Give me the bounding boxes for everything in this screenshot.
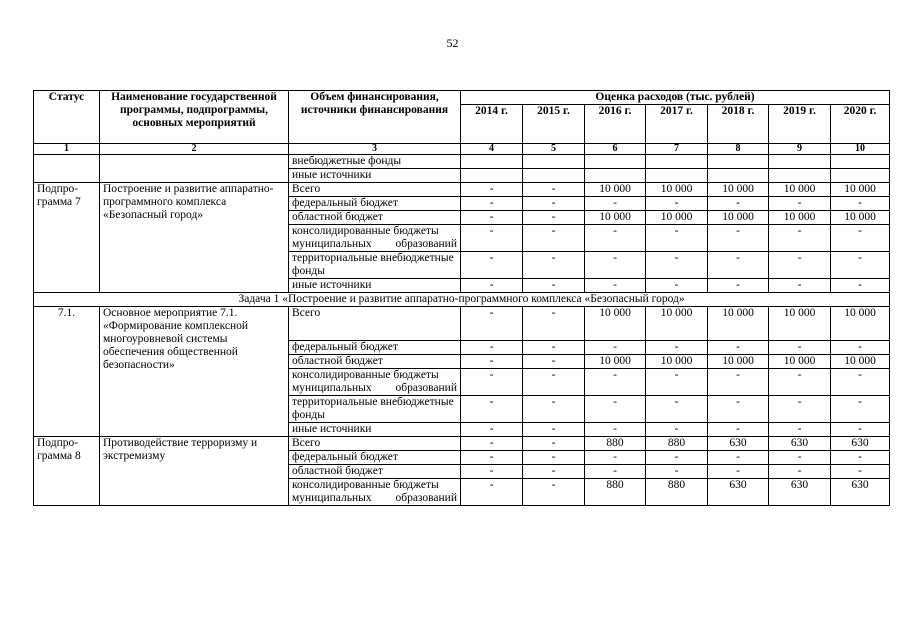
value-cell: - (585, 396, 646, 423)
value-cell: - (831, 369, 890, 396)
source-cell: внебюджетные фонды (289, 155, 461, 169)
value-cell: - (708, 197, 769, 211)
value-cell (523, 169, 585, 183)
value-cell: - (708, 341, 769, 355)
name-cell: Построение и развитие аппаратно-программного комплекса «Безопасный город» (100, 183, 289, 293)
value-cell: 10 000 (646, 211, 708, 225)
value-cell: - (461, 307, 523, 341)
value-cell: - (523, 451, 585, 465)
column-number: 3 (289, 144, 461, 155)
source-cell: консолидированные бюджеты муниципальных образований (289, 225, 461, 252)
value-cell: 10 000 (769, 355, 831, 369)
value-cell: - (769, 465, 831, 479)
value-cell: - (585, 465, 646, 479)
header-year: 2018 г. (708, 105, 769, 144)
table-row (34, 307, 890, 341)
header-year: 2015 г. (523, 105, 585, 144)
column-number: 1 (34, 144, 100, 155)
value-cell: - (708, 423, 769, 437)
value-cell: - (523, 252, 585, 279)
source-cell: областной бюджет (289, 465, 461, 479)
value-cell: - (708, 396, 769, 423)
value-cell: - (523, 437, 585, 451)
table-row (34, 437, 890, 451)
value-cell: - (461, 437, 523, 451)
value-cell: 880 (646, 479, 708, 506)
value-cell: - (523, 197, 585, 211)
value-cell: 10 000 (831, 307, 890, 341)
table-row (34, 155, 890, 169)
value-cell: 10 000 (646, 183, 708, 197)
value-cell: - (461, 465, 523, 479)
value-cell: - (646, 423, 708, 437)
value-cell: - (831, 225, 890, 252)
header-year: 2017 г. (646, 105, 708, 144)
value-cell: - (646, 341, 708, 355)
value-cell: 880 (585, 437, 646, 451)
value-cell: 10 000 (646, 355, 708, 369)
value-cell: 10 000 (831, 355, 890, 369)
value-cell: - (585, 369, 646, 396)
value-cell: - (461, 183, 523, 197)
value-cell: 630 (769, 437, 831, 451)
value-cell: - (523, 279, 585, 293)
page-number: 52 (446, 36, 459, 50)
status-cell: Подпро-грамма 7 (34, 183, 100, 293)
column-number: 4 (461, 144, 523, 155)
status-cell (34, 155, 100, 183)
value-cell: - (831, 341, 890, 355)
header-status: Статус (34, 91, 100, 144)
value-cell: - (523, 465, 585, 479)
name-cell: Основное мероприятие 7.1. «Формирование комплексной многоуровневой системы обеспечения общественной безопасности» (100, 307, 289, 437)
value-cell: - (461, 211, 523, 225)
value-cell: - (523, 423, 585, 437)
value-cell: - (646, 396, 708, 423)
value-cell: - (585, 423, 646, 437)
source-cell: федеральный бюджет (289, 451, 461, 465)
value-cell: - (769, 396, 831, 423)
value-cell (831, 169, 890, 183)
header-name: Наименование государственной программы, подпрограммы, основных мероприятий (100, 91, 289, 144)
budget-table (33, 90, 890, 506)
value-cell: - (461, 197, 523, 211)
value-cell: - (646, 369, 708, 396)
value-cell: 10 000 (585, 307, 646, 341)
value-cell: - (523, 307, 585, 341)
value-cell: 10 000 (769, 183, 831, 197)
value-cell (461, 169, 523, 183)
value-cell: - (708, 225, 769, 252)
column-number: 5 (523, 144, 585, 155)
column-number-row (34, 144, 890, 155)
value-cell: - (523, 396, 585, 423)
value-cell: - (585, 225, 646, 252)
value-cell: 630 (708, 479, 769, 506)
value-cell: - (646, 451, 708, 465)
value-cell: 630 (708, 437, 769, 451)
header-year: 2016 г. (585, 105, 646, 144)
value-cell: - (769, 225, 831, 252)
name-cell: Противодействие терроризму и экстремизму (100, 437, 289, 506)
value-cell: 10 000 (708, 183, 769, 197)
value-cell: - (831, 197, 890, 211)
value-cell: - (585, 252, 646, 279)
value-cell (585, 155, 646, 169)
value-cell: - (708, 279, 769, 293)
source-cell: территориальные внебюджетные фонды (289, 396, 461, 423)
value-cell: - (523, 341, 585, 355)
value-cell: - (646, 197, 708, 211)
value-cell: - (831, 396, 890, 423)
status-cell: Подпро-грамма 8 (34, 437, 100, 506)
value-cell (769, 169, 831, 183)
source-cell: Всего (289, 307, 461, 341)
value-cell: - (461, 451, 523, 465)
source-cell: областной бюджет (289, 211, 461, 225)
value-cell: 10 000 (831, 211, 890, 225)
value-cell: 10 000 (708, 355, 769, 369)
value-cell: - (523, 183, 585, 197)
value-cell: - (461, 341, 523, 355)
source-cell: консолидированные бюджеты муниципальных образований (289, 369, 461, 396)
value-cell: 880 (585, 479, 646, 506)
column-number: 8 (708, 144, 769, 155)
source-cell: областной бюджет (289, 355, 461, 369)
source-cell: консолидированные бюджеты муниципальных образований (289, 479, 461, 506)
value-cell: - (769, 341, 831, 355)
value-cell: - (769, 252, 831, 279)
value-cell: 630 (831, 479, 890, 506)
column-number: 2 (100, 144, 289, 155)
status-cell: 7.1. (34, 307, 100, 437)
header-row (34, 91, 890, 105)
value-cell: 10 000 (708, 307, 769, 341)
column-number: 9 (769, 144, 831, 155)
value-cell: - (461, 423, 523, 437)
value-cell: 10 000 (769, 307, 831, 341)
value-cell: - (708, 252, 769, 279)
task-row (34, 293, 890, 307)
column-number: 7 (646, 144, 708, 155)
value-cell (708, 155, 769, 169)
value-cell: - (646, 225, 708, 252)
value-cell: - (769, 369, 831, 396)
value-cell: 10 000 (646, 307, 708, 341)
source-cell: Всего (289, 437, 461, 451)
value-cell: 10 000 (585, 183, 646, 197)
column-number: 10 (831, 144, 890, 155)
value-cell (461, 155, 523, 169)
value-cell: - (708, 369, 769, 396)
source-cell: иные источники (289, 279, 461, 293)
source-cell: федеральный бюджет (289, 341, 461, 355)
value-cell: 880 (646, 437, 708, 451)
value-cell: - (831, 252, 890, 279)
source-cell: территориальные внебюджетные фонды (289, 252, 461, 279)
value-cell: - (461, 252, 523, 279)
value-cell: - (708, 451, 769, 465)
value-cell: 630 (769, 479, 831, 506)
value-cell: - (585, 279, 646, 293)
value-cell (831, 155, 890, 169)
value-cell: - (769, 451, 831, 465)
value-cell: - (523, 479, 585, 506)
value-cell (523, 155, 585, 169)
value-cell: - (585, 341, 646, 355)
value-cell: - (523, 225, 585, 252)
header-year: 2020 г. (831, 105, 890, 144)
value-cell: 10 000 (769, 211, 831, 225)
value-cell: - (769, 423, 831, 437)
value-cell: 10 000 (831, 183, 890, 197)
column-number: 6 (585, 144, 646, 155)
value-cell: - (585, 451, 646, 465)
value-cell: 10 000 (585, 355, 646, 369)
value-cell: - (461, 279, 523, 293)
value-cell: - (646, 279, 708, 293)
header-year: 2019 г. (769, 105, 831, 144)
value-cell: 10 000 (708, 211, 769, 225)
header-estimate: Оценка расходов (тыс. рублей) (461, 91, 890, 105)
name-cell (100, 155, 289, 183)
value-cell (708, 169, 769, 183)
value-cell: - (646, 252, 708, 279)
value-cell: 630 (831, 437, 890, 451)
value-cell: - (461, 479, 523, 506)
value-cell: - (769, 279, 831, 293)
value-cell: - (461, 355, 523, 369)
source-cell: иные источники (289, 169, 461, 183)
source-cell: иные источники (289, 423, 461, 437)
value-cell: - (461, 225, 523, 252)
header-year: 2014 г. (461, 105, 523, 144)
value-cell (646, 155, 708, 169)
value-cell: - (831, 423, 890, 437)
value-cell: - (831, 465, 890, 479)
value-cell: - (769, 197, 831, 211)
value-cell: - (585, 197, 646, 211)
task-title: Задача 1 «Построение и развитие аппаратно-программного комплекса «Безопасный город» (34, 293, 890, 307)
value-cell: - (523, 355, 585, 369)
value-cell: 10 000 (585, 211, 646, 225)
value-cell: - (831, 279, 890, 293)
value-cell: - (461, 369, 523, 396)
value-cell (646, 169, 708, 183)
source-cell: федеральный бюджет (289, 197, 461, 211)
value-cell: - (523, 369, 585, 396)
value-cell: - (831, 451, 890, 465)
value-cell: - (708, 465, 769, 479)
value-cell (585, 169, 646, 183)
table-row (34, 183, 890, 197)
value-cell: - (461, 396, 523, 423)
value-cell (769, 155, 831, 169)
header-funding: Объем финансирования, источники финансирования (289, 91, 461, 144)
value-cell: - (646, 465, 708, 479)
value-cell: - (523, 211, 585, 225)
source-cell: Всего (289, 183, 461, 197)
